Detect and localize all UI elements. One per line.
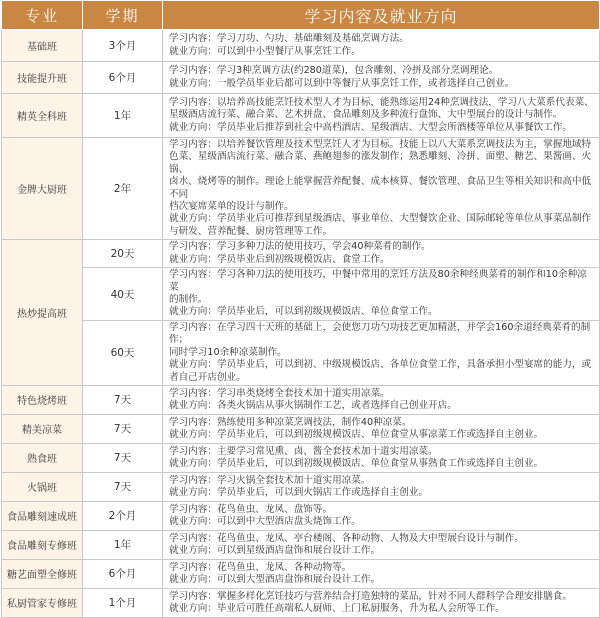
table-row (2, 268, 600, 321)
course-table (1, 0, 600, 618)
major-cell: 食品雕刻速成班 (2, 501, 83, 530)
table-row (2, 240, 600, 268)
table-row (2, 559, 600, 588)
content-line: 就业方向：学员毕业后，可以到初级规模饭店、单位食堂从事凉菜工作或选择自主创业。 (169, 428, 544, 440)
content-cell (163, 559, 600, 588)
content-line: 就业方向：学员毕业后，可以到初级规模饭店、单位食堂工作。 (169, 306, 438, 318)
period-cell: 6个月 (83, 62, 163, 94)
content-line: 就业方向：学员毕业后到初级规模饭店、食堂工作。 (169, 253, 390, 265)
major-cell: 金牌大厨班 (2, 138, 83, 240)
content-line: 学习内容：主要学习常见熏、卤、酱全套技术加十道实用凉菜。 (169, 445, 438, 457)
content-line: 学习内容：花鸟鱼虫、龙凤、各种动物等。 (169, 561, 352, 573)
content-line: 卤水、烧烤等的制作。理论上能掌握营养配餐、成本核算、餐饮管理、食品卫生等相关知识和高中低不同 (169, 176, 592, 200)
content-line: 学习内容：熟练使用多种凉菜烹调技法，制作40种凉菜。 (169, 416, 412, 428)
period-cell: 6个月 (83, 559, 163, 588)
period-cell: 7天 (83, 414, 163, 443)
content-line: 就业方向：毕业后可胜任高端私人厨师、上门私厨服务、升为私人会所等工作。 (169, 602, 505, 614)
content-line: 就业方向：学员毕业后推荐到社会中高档酒店、星级酒店、大型会所酒楼等单位从事餐饮工作。 (169, 121, 572, 133)
major-cell: 私厨管家专修班 (2, 588, 83, 617)
period-cell: 7天 (83, 385, 163, 414)
content-line: 学习内容：学习多种刀法的使用技巧，学会40种菜肴的制作。 (169, 241, 431, 253)
content-cell (163, 62, 600, 94)
major-cell: 基础班 (2, 30, 83, 62)
table-row (2, 443, 600, 472)
content-cell (163, 501, 600, 530)
content-line: 者自己开店创业。 (169, 371, 246, 383)
content-cell (163, 320, 600, 385)
content-line: 学习内容：在学习四十天班的基础上，会使您刀功勺功技艺更加精湛，并学会160余道经典菜肴的制作； (169, 321, 591, 346)
major-cell: 食品雕刻专修班 (2, 530, 83, 559)
major-cell: 精英全科班 (2, 94, 83, 138)
content-line: 学习内容：花鸟鱼虫、龙凤、亭台楼阁、各种动物、人物及大中型展台设计与制作。 (169, 532, 524, 544)
content-line: 同时学习10余种凉菜制作。 (169, 346, 287, 358)
major-cell: 特色烧烤班 (2, 385, 83, 414)
table-row (2, 472, 600, 501)
table-row (2, 501, 600, 530)
content-line: 就业方向：可以到中大型酒店盘头烧饰工作。 (169, 515, 361, 527)
content-line: 色菜、星级酒店流行菜、融合菜、燕鲍翅参的涨发制作；熟悉雕刻、冷拼、面塑、糖艺、果酱画、火锅、 (169, 151, 592, 175)
content-cell (163, 530, 600, 559)
content-line: 学习内容：以培养高技能烹饪技术型人才为目标，能熟练运用24种烹调技法，学习八大菜系代表菜、 (169, 96, 594, 108)
table-row (2, 414, 600, 443)
period-cell: 1年 (83, 94, 163, 138)
content-line: 与研发、营养配餐、厨房管理等工作。 (169, 225, 333, 237)
content-line: 学习内容：学习刀功、勺功、基础雕刻及基础烹调方法。 (169, 33, 409, 45)
major-cell: 热炒提高班 (2, 240, 83, 386)
content-line: 就业方向：可以到星级酒店盘饰和展台设计工作。 (169, 544, 381, 556)
content-cell (163, 138, 600, 240)
period-cell: 40天 (83, 268, 163, 321)
content-cell (163, 472, 600, 501)
period-cell: 20天 (83, 240, 163, 268)
table-row (2, 385, 600, 414)
content-cell (163, 443, 600, 472)
period-cell: 60天 (83, 320, 163, 385)
content-line: 档次宴席菜单的设计与制作。 (169, 201, 294, 213)
period-cell: 3个月 (83, 30, 163, 62)
content-line: 就业方向：学员毕业后，可以到火锅店工作或选择自主创业。 (169, 486, 429, 498)
content-line: 学习内容：花鸟鱼虫、龙凤、盘饰等。 (169, 503, 333, 515)
table-row (2, 138, 600, 240)
content-cell (163, 94, 600, 138)
content-line: 就业方向：可以到中小型餐厅从事烹饪工作。 (169, 45, 361, 57)
period-cell: 1个月 (83, 588, 163, 617)
period-cell: 7天 (83, 472, 163, 501)
table-header-row (2, 1, 600, 30)
table-row (2, 588, 600, 617)
content-line: 就业方向：一般学员毕业后都可以到中等餐厅从事烹饪工作，或者选择自己创业。 (169, 77, 515, 89)
period-cell: 1年 (83, 530, 163, 559)
content-cell (163, 385, 600, 414)
header-content: 学习内容及就业方向 (163, 1, 600, 30)
content-line: 的制作。 (169, 294, 208, 306)
table-row (2, 30, 600, 62)
content-cell (163, 268, 600, 321)
content-line: 星级酒店流行菜、融合菜、艺术拼盘、食品雕刻及多种流行盘饰、大中型展台的设计与制作。 (169, 109, 563, 121)
content-line: 就业方向：学员毕业后可推荐到星级酒店、事业单位、大型餐饮企业、国际邮轮等单位从事菜品制作 (169, 213, 592, 225)
content-cell (163, 240, 600, 268)
period-cell: 7天 (83, 443, 163, 472)
major-cell: 火锅班 (2, 472, 83, 501)
table-row (2, 530, 600, 559)
content-line: 学习内容：掌握多样化烹饪技巧与营养结合打造独特的菜品，针对不同人群科学合理安排膳食。 (169, 590, 572, 602)
table-row (2, 320, 600, 385)
header-period: 学期 (83, 1, 163, 30)
content-line: 就业方向：学员毕业后，可以到初、中级规模饭店、各单位食堂工作，具备承担小型宴席的能力，或 (169, 359, 592, 371)
content-line: 就业方向：学员毕业后，可以到初级规模饭店、单位食堂从事熟食工作或选择自主创业。 (169, 457, 544, 469)
major-cell: 糖艺面塑全修班 (2, 559, 83, 588)
table-row (2, 62, 600, 94)
period-cell: 2个月 (83, 501, 163, 530)
content-line: 就业方向：各类火锅店从事火锅制作工艺，或者选择自己创业开店。 (169, 399, 457, 411)
content-cell (163, 588, 600, 617)
major-cell: 精美凉菜 (2, 414, 83, 443)
content-cell (163, 30, 600, 62)
major-cell: 技能提升班 (2, 62, 83, 94)
content-line: 学习内容：学习3种烹调方法(约280道菜)，包含雕刻、冷拼及部分烹调理论。 (169, 65, 499, 77)
content-line: 学习内容：学习火锅全套技术加十道实用凉菜。 (169, 474, 371, 486)
major-cell: 熟食班 (2, 443, 83, 472)
content-line: 学习内容：以培养餐饮管理及技术型烹饪人才为目标。技能上以八大菜系烹调技法为主，掌握地域特 (169, 139, 592, 150)
content-cell (163, 414, 600, 443)
content-line: 学习内容：学习各种刀法的使用技巧，中餐中常用的烹饪方法及80余种经典菜肴的制作和10余种凉菜 (169, 269, 587, 293)
header-major: 专业 (2, 1, 83, 30)
content-line: 就业方向：可以到大型酒店盘饰和展台设计工作。 (169, 573, 381, 585)
period-cell: 2年 (83, 138, 163, 240)
content-line: 学习内容：学习串类烧烤全套技术加十道实用凉菜。 (169, 387, 390, 399)
table-row (2, 94, 600, 138)
